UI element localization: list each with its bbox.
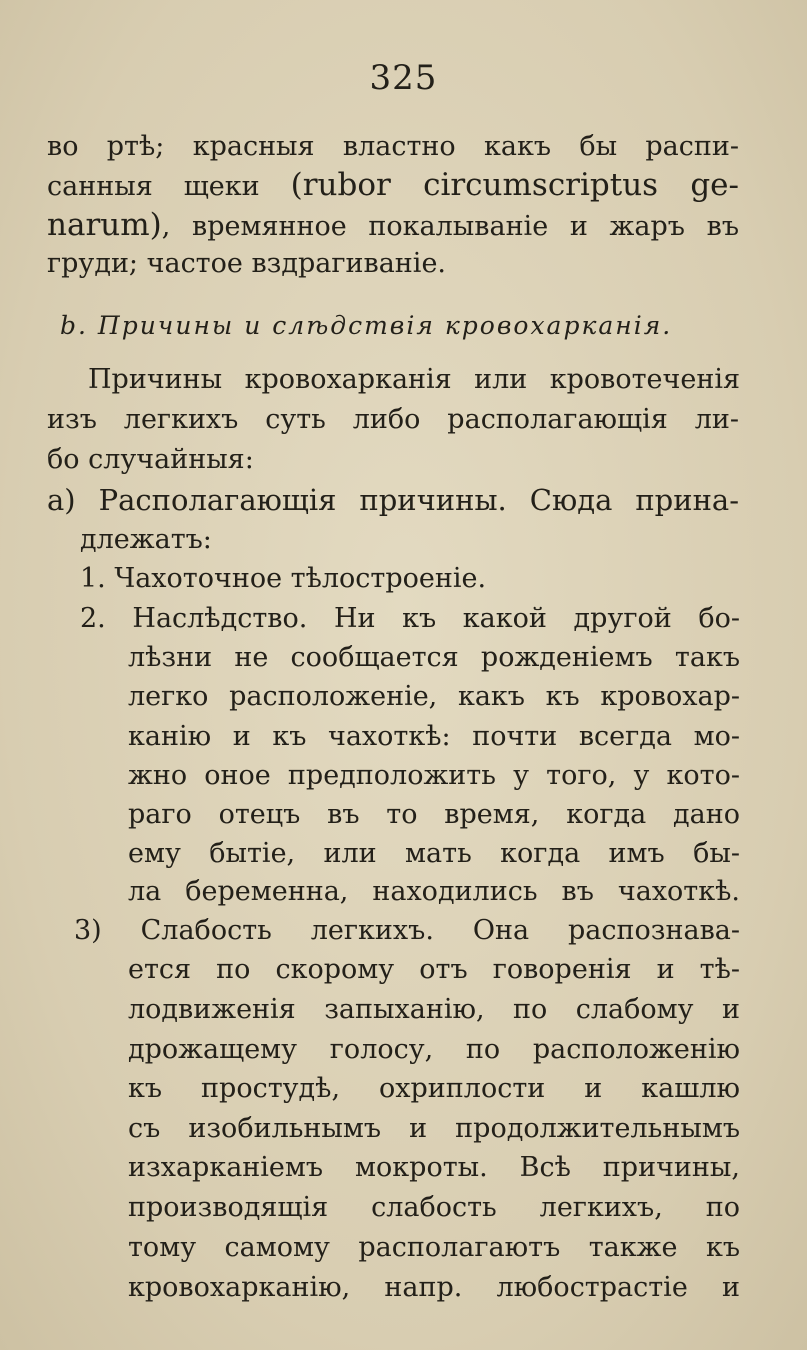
text-segment: , времянное покалываніе и жаръ въ <box>161 211 739 242</box>
text-line <box>47 165 739 207</box>
text-segment: санныя щеки <box>47 171 260 202</box>
text-line: производящія слабость легкихъ, по <box>128 1192 740 1223</box>
text-line: лодвиженія запыханію, по слабому и <box>128 994 740 1025</box>
text-line <box>47 205 739 247</box>
text-line: ла беременна, находились въ чахоткѣ. <box>128 876 740 907</box>
text-line: Причины кровохарканія или кровотеченія <box>88 364 740 395</box>
text-line: во ртѣ; красныя властно какъ бы распи- <box>47 131 739 162</box>
text-line: дрожащему голосу, по расположенію <box>128 1034 740 1065</box>
latin-phrase: (rubor circumscriptus ge- <box>290 167 739 203</box>
list-item: 1. Чахоточное тѣлостроеніе. <box>80 563 487 594</box>
text-line: лѣзни не сообщается рожденіемъ такъ <box>128 642 740 673</box>
text-line: бо случайныя: <box>47 444 254 475</box>
text-line: ему бытіе, или мать когда имъ бы- <box>128 838 740 869</box>
text-line: легко расположеніе, какъ къ кровохар- <box>128 681 740 712</box>
list-item: 2. Наслѣдство. Ни къ какой другой бо- <box>80 603 740 634</box>
text-line: изъ легкихъ суть либо располагающія ли- <box>47 404 739 435</box>
list-item: 3) Слабость легкихъ. Она распознава- <box>74 915 740 946</box>
text-line: съ изобильнымъ и продолжительнымъ <box>128 1113 740 1144</box>
text-line: изхарканіемъ мокроты. Всѣ причины, <box>128 1152 740 1183</box>
list-item-heading: а) Располагающія причины. Сюда прина- <box>47 483 739 517</box>
text-line: раго отецъ въ то время, когда дано <box>128 799 740 830</box>
text-line: канію и къ чахоткѣ: почти всегда мо- <box>128 721 740 752</box>
text-line: груди; частое вздрагиваніе. <box>47 248 447 279</box>
text-line: кровохарканію, напр. любострастіе и <box>128 1272 740 1303</box>
text-line: къ простудѣ, охриплости и кашлю <box>128 1073 740 1104</box>
text-line: тому самому располагаютъ также къ <box>128 1232 740 1263</box>
text-line: длежатъ: <box>80 524 212 555</box>
page-number: 325 <box>369 58 438 98</box>
latin-phrase: narum) <box>47 207 162 243</box>
section-heading: b. Причины и слѣдствія кровохарканія. <box>60 311 673 340</box>
text-line: ется по скорому отъ говоренія и тѣ- <box>128 954 740 985</box>
text-line: жно оное предположить у того, у кото- <box>128 760 740 791</box>
